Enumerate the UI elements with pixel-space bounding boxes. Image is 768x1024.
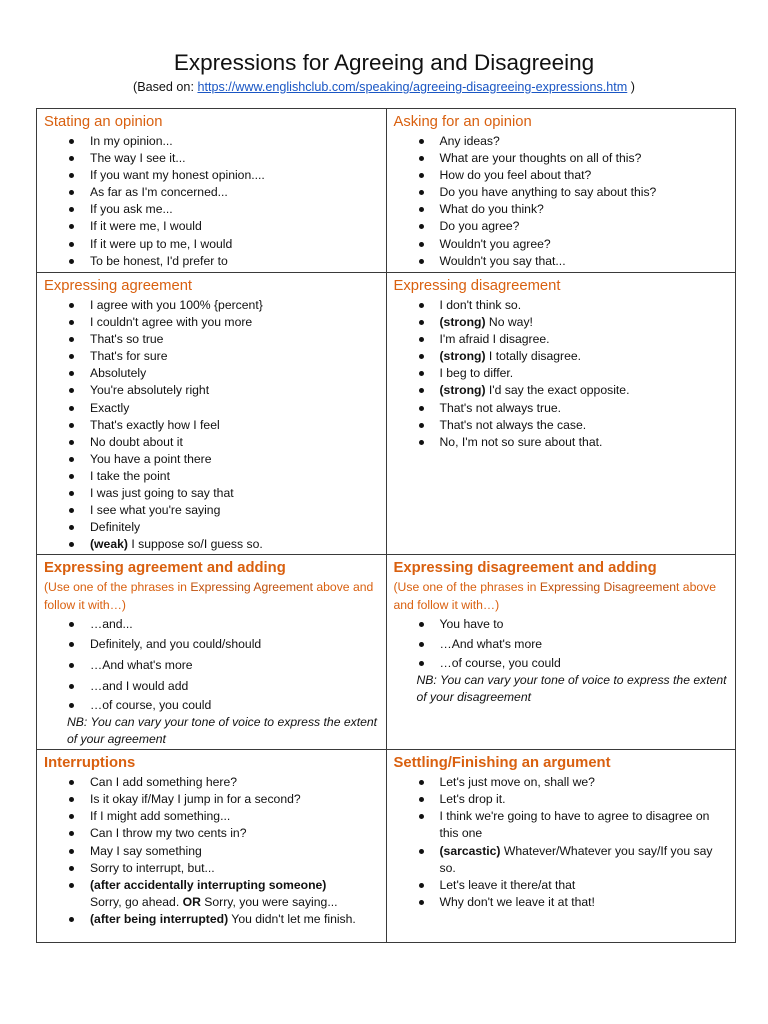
list-item: You're absolutely right bbox=[90, 382, 380, 399]
page-title: Expressions for Agreeing and Disagreeing bbox=[173, 50, 595, 75]
item-text: Whatever/Whatever you say/If you say so. bbox=[439, 843, 713, 875]
list-item: May I say something bbox=[90, 843, 380, 860]
table-row bbox=[37, 555, 736, 750]
list-item: I don't think so. bbox=[440, 297, 730, 314]
or-label: OR bbox=[182, 894, 201, 909]
list-item: That's for sure bbox=[90, 348, 380, 365]
note-reference: Expressing Disagreemen bbox=[539, 580, 677, 595]
list-item: That's so true bbox=[90, 331, 380, 348]
list-item: No doubt about it bbox=[90, 434, 380, 451]
item-text: No way! bbox=[485, 315, 533, 330]
disagreement-adding-cell bbox=[386, 555, 736, 750]
nb-note: NB: You can vary your tone of voice to express the extent of your disagreement bbox=[416, 672, 727, 704]
list-item: I was just going to say that bbox=[90, 485, 380, 502]
expressions-table bbox=[36, 108, 736, 943]
source-prefix: (Based on: bbox=[133, 80, 198, 94]
settling-list bbox=[394, 774, 730, 911]
agreement-cell bbox=[37, 273, 387, 555]
list-item: That's exactly how I feel bbox=[90, 417, 380, 434]
tone-tag: (strong) bbox=[439, 349, 486, 364]
note-text: (Use one of the phrases in bbox=[44, 580, 191, 595]
list-item: Is it okay if/May I jump in for a second? bbox=[90, 791, 380, 808]
item-text: Sorry, go ahead. bbox=[90, 894, 183, 909]
table-row bbox=[37, 750, 736, 943]
list-item: If you want my honest opinion.... bbox=[90, 167, 380, 184]
nb-note: NB: You can vary your tone of voice to express the extent of your agreement bbox=[67, 714, 378, 746]
list-item: Wouldn't you agree? bbox=[440, 236, 730, 253]
disagreement-adding-heading: Expressing disagreement and adding bbox=[393, 560, 657, 577]
context-tag: (after being interrupted) bbox=[90, 911, 229, 926]
stating-opinion-cell bbox=[37, 109, 387, 273]
settling-heading: Settling/Finishing an argument bbox=[393, 755, 611, 772]
list-item: Can I add something here? bbox=[90, 774, 380, 791]
list-item: I see what you're saying bbox=[90, 502, 380, 519]
list-item: In my opinion... bbox=[90, 133, 380, 150]
list-item: …And what's more bbox=[90, 655, 380, 676]
list-item: What are your thoughts on all of this? bbox=[440, 150, 730, 167]
item-text: Sorry, you were saying... bbox=[200, 894, 338, 909]
list-item: That's not always true. bbox=[440, 400, 730, 417]
list-item: Definitely bbox=[90, 519, 380, 536]
settling-cell bbox=[386, 750, 736, 943]
disagreement-list bbox=[394, 297, 730, 451]
list-item bbox=[90, 911, 380, 928]
list-item: Let's just move on, shall we? bbox=[440, 774, 730, 791]
asking-opinion-list bbox=[394, 133, 730, 270]
list-item: I take the point bbox=[90, 468, 380, 485]
list-item: Why don't we leave it at that! bbox=[440, 894, 730, 911]
list-item: The way I see it... bbox=[90, 150, 380, 167]
list-item: …of course, you could bbox=[440, 655, 730, 672]
list-item: Absolutely bbox=[90, 365, 380, 382]
list-item: I think we're going to have to agree to disagree on this one bbox=[440, 808, 730, 842]
agreement-adding-list bbox=[44, 616, 380, 713]
item-text: I totally disagree. bbox=[485, 349, 582, 364]
list-item: Any ideas? bbox=[440, 133, 730, 150]
list-item: If it were me, I would bbox=[90, 218, 380, 235]
list-item: Can I throw my two cents in? bbox=[90, 825, 380, 842]
interruptions-cell bbox=[37, 750, 387, 943]
list-item: …of course, you could bbox=[90, 697, 380, 714]
list-item: Do you have anything to say about this? bbox=[440, 184, 730, 201]
list-item bbox=[90, 536, 380, 553]
list-item: What do you think? bbox=[440, 201, 730, 218]
table-row bbox=[37, 109, 736, 273]
tone-tag: (sarcastic) bbox=[439, 843, 501, 858]
list-item: You have a point there bbox=[90, 451, 380, 468]
list-item bbox=[440, 314, 730, 331]
note-text: t above and follow it with…) bbox=[393, 580, 716, 612]
list-item: As far as I'm concerned... bbox=[90, 184, 380, 201]
list-item: That's not always the case. bbox=[440, 417, 730, 434]
list-item: Exactly bbox=[90, 400, 380, 417]
agreement-adding-heading: Expressing agreement and adding bbox=[44, 560, 286, 577]
list-item: If you ask me... bbox=[90, 201, 380, 218]
list-item: Let's drop it. bbox=[440, 791, 730, 808]
list-item: Let's leave it there/at that bbox=[440, 877, 730, 894]
tone-tag: (strong) bbox=[439, 383, 486, 398]
list-item bbox=[440, 348, 730, 365]
list-item: Do you agree? bbox=[440, 218, 730, 235]
disagreement-adding-list bbox=[394, 616, 730, 671]
interruptions-list bbox=[44, 774, 380, 928]
tone-tag: (strong) bbox=[439, 315, 486, 330]
source-line bbox=[0, 80, 768, 94]
agreement-adding-cell bbox=[37, 555, 387, 750]
list-item: No, I'm not so sure about that. bbox=[440, 434, 730, 451]
list-item bbox=[440, 382, 730, 399]
list-item: If I might add something... bbox=[90, 808, 380, 825]
list-item: I agree with you 100% {percent} bbox=[90, 297, 380, 314]
note-reference: Expressing Agreement bbox=[190, 580, 313, 595]
agreement-list bbox=[44, 297, 380, 553]
asking-opinion-heading: Asking for an opinion bbox=[393, 114, 532, 130]
item-text: You didn't let me finish. bbox=[228, 911, 356, 926]
list-item bbox=[440, 843, 730, 877]
source-link[interactable]: https://www.englishclub.com/speaking/agreeing-disagreeing-expressions.htm bbox=[197, 80, 628, 94]
tone-tag: (weak) bbox=[90, 537, 128, 552]
list-item: I beg to differ. bbox=[440, 365, 730, 382]
stating-opinion-list bbox=[44, 133, 380, 270]
disagreement-heading: Expressing disagreement bbox=[393, 278, 561, 294]
list-item: How do you feel about that? bbox=[440, 167, 730, 184]
list-item: You have to bbox=[440, 616, 730, 633]
instruction-note bbox=[44, 579, 380, 614]
item-text: I'd say the exact opposite. bbox=[485, 383, 630, 398]
list-item: Wouldn't you say that... bbox=[440, 253, 730, 270]
list-item: I'm afraid I disagree. bbox=[440, 331, 730, 348]
instruction-note bbox=[394, 579, 730, 614]
table-row bbox=[37, 273, 736, 555]
source-suffix: ) bbox=[627, 80, 635, 94]
list-item: …And what's more bbox=[440, 634, 730, 655]
list-item: To be honest, I'd prefer to bbox=[90, 253, 380, 270]
note-text: (Use one of the phrases in bbox=[393, 580, 540, 595]
disagreement-cell bbox=[386, 273, 736, 555]
context-tag: (after accidentally interrupting someone) bbox=[90, 877, 327, 892]
stating-opinion-heading: Stating an opinion bbox=[44, 114, 163, 130]
list-item: If it were up to me, I would bbox=[90, 236, 380, 253]
list-item: …and I would add bbox=[90, 676, 380, 697]
list-item: Definitely, and you could/should bbox=[90, 634, 380, 655]
list-item: …and... bbox=[90, 616, 380, 633]
note-text: above and follow it with…) bbox=[44, 580, 374, 612]
asking-opinion-cell bbox=[386, 109, 736, 273]
item-text: I suppose so/I guess so. bbox=[127, 537, 263, 552]
list-item: I couldn't agree with you more bbox=[90, 314, 380, 331]
list-item bbox=[90, 877, 380, 911]
agreement-heading: Expressing agreement bbox=[44, 278, 193, 294]
list-item: Sorry to interrupt, but... bbox=[90, 860, 380, 877]
interruptions-heading: Interruptions bbox=[44, 755, 136, 772]
